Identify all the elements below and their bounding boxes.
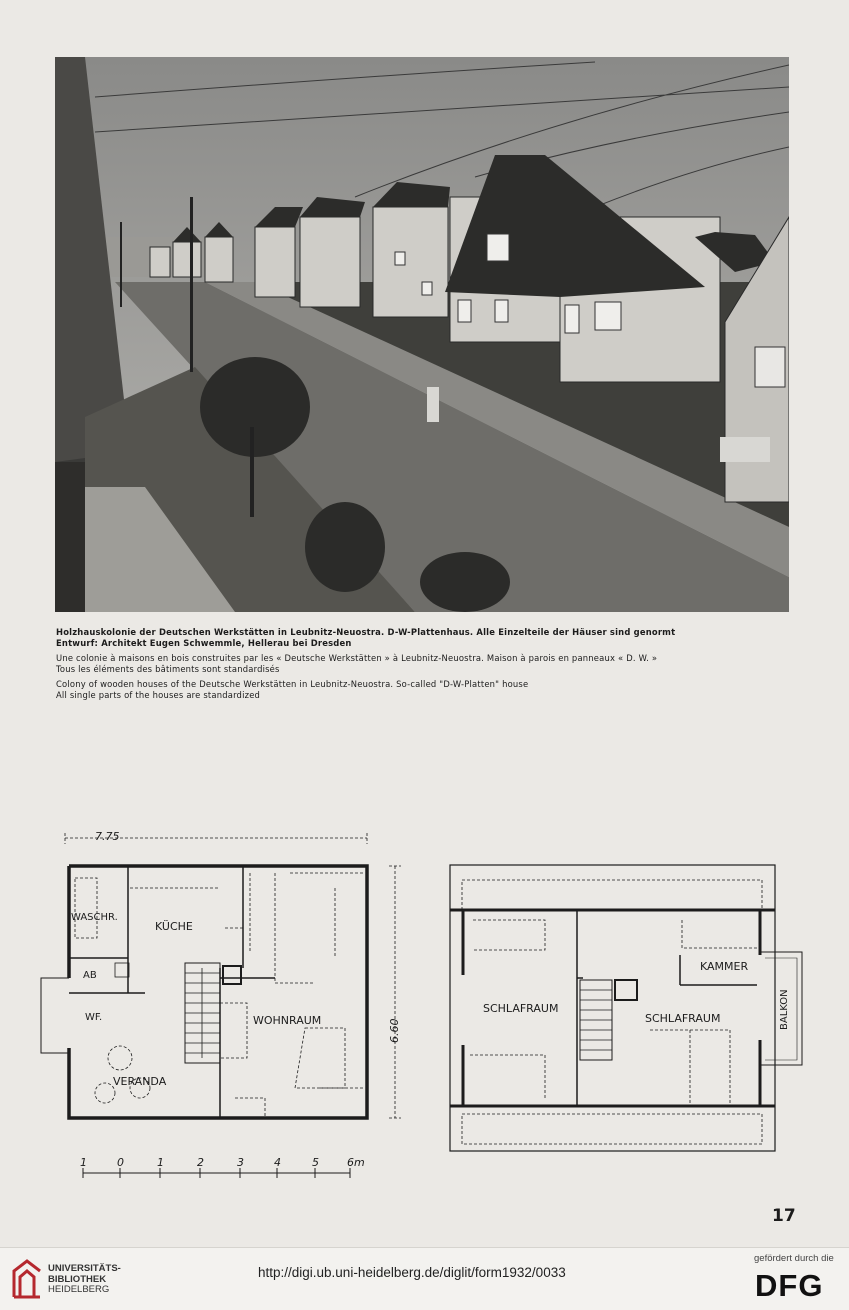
document-url-link[interactable]: http://digi.ub.uni-heidelberg.de/diglit/form1932/0033: [258, 1265, 566, 1280]
library-name-line1: UNIVERSITÄTS-: [48, 1263, 121, 1274]
room-label-wohnraum: WOHNRAUM: [253, 1014, 322, 1027]
room-label-schlafraum-right: SCHLAFRAUM: [645, 1012, 721, 1025]
scale-label-4: 4: [274, 1156, 281, 1169]
dim-depth-label: 6.60: [388, 1018, 401, 1043]
room-label-kammer: KAMMER: [700, 960, 749, 973]
library-name-line3: HEIDELBERG: [48, 1284, 110, 1295]
scale-label-1a: 1: [80, 1156, 87, 1169]
housing-colony-photo: [55, 57, 789, 612]
caption-english-line2: All single parts of the houses are standardized: [56, 689, 261, 700]
caption-french-line1: Une colonie à maisons en bois construites par les « Deutsche Werkstätten » à Leubnitz-Neuostra. Maison à parois en panneaux « D. W. »: [56, 653, 658, 664]
university-library-logo-icon: [10, 1257, 44, 1301]
room-label-balkon: BALKON: [779, 989, 790, 1030]
library-name: [48, 1264, 121, 1296]
funded-by-label: gefördert durch die: [754, 1253, 834, 1264]
caption-french-line2: Tous les éléments des bâtiments sont standardisés: [56, 663, 280, 674]
caption-german-line2: Entwurf: Architekt Eugen Schwemmle, Hellerau bei Dresden: [56, 637, 352, 648]
caption-german-line1: Holzhauskolonie der Deutschen Werkstätten in Leubnitz-Neuostra. D-W-Plattenhaus. Alle Einzelteile der Häuser sind genormt: [56, 627, 676, 637]
library-name-line2: BIBLIOTHEK: [48, 1273, 107, 1285]
caption-english-line1: Colony of wooden houses of the Deutsche Werkstätten in Leubnitz-Neuostra. So-called "D-W-Platten" house: [56, 679, 529, 690]
photo-caption: [56, 627, 796, 706]
room-label-ab: AB: [83, 970, 97, 981]
scale-label-3: 3: [237, 1156, 244, 1169]
scale-label-6m: 6m: [347, 1156, 365, 1169]
room-label-waschr: WASCHR.: [71, 912, 118, 923]
dfg-logo: DFG: [755, 1268, 824, 1303]
room-label-veranda: VERANDA: [113, 1075, 167, 1088]
ground-floor-plan: [35, 828, 405, 1188]
room-label-kueche: KÜCHE: [155, 920, 193, 933]
scale-label-0: 0: [117, 1156, 124, 1169]
digitization-footer: [0, 1247, 849, 1310]
page-number: 17: [772, 1206, 796, 1226]
upper-floor-plan: [445, 860, 810, 1160]
scale-label-5: 5: [312, 1156, 319, 1169]
scale-label-1b: 1: [157, 1156, 164, 1169]
dim-width-label: 7.75: [95, 830, 120, 843]
scale-label-2: 2: [197, 1156, 204, 1169]
room-label-schlafraum-left: SCHLAFRAUM: [483, 1002, 559, 1015]
room-label-wf: WF.: [85, 1012, 103, 1023]
